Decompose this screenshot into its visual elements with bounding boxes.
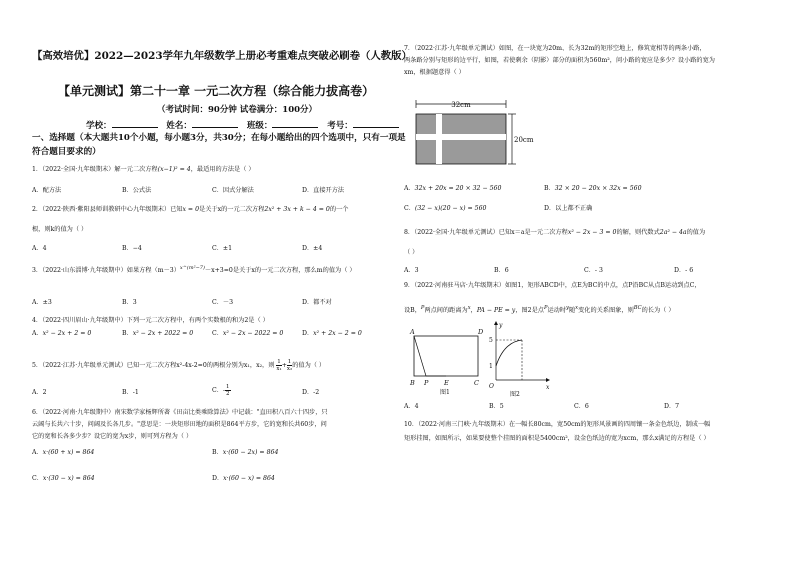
option-letter: C． — [32, 475, 43, 482]
question-text: 设B， — [404, 307, 421, 315]
question-text: 8．（2022·全国·九年级单元测试）已知x＝a是一元二次方程 — [404, 229, 568, 236]
option-text: 以上都不正确 — [555, 205, 593, 212]
q9-figure-1 — [406, 322, 486, 398]
question-7-line-3: xm，根据题意得（ ） — [404, 69, 465, 76]
option-equation: 32x + 20x = 20 × 32 − 560 — [414, 185, 502, 192]
equation: PA − PE = y — [476, 307, 516, 315]
q9-option-d[interactable]: D．7 — [664, 403, 680, 410]
school-field[interactable] — [112, 120, 158, 128]
q1-option-d[interactable]: D．直接开方法 — [302, 187, 345, 194]
number-field[interactable] — [353, 120, 399, 128]
q5-option-b[interactable]: B．-1 — [122, 389, 139, 396]
number-label: 考号： — [327, 121, 353, 131]
q8-option-a[interactable]: A．3 — [404, 267, 419, 274]
question-text: 2．（2022·陕西·紫阳县师训教研中心九年级期末）已知 — [32, 206, 183, 213]
fig1-caption: 图1 — [440, 389, 450, 396]
fig1-point-a: A — [410, 328, 415, 336]
option-letter: B． — [544, 185, 555, 192]
option-letter: B． — [212, 449, 223, 456]
question-text: 1．（2022·全国·九年级期末）解一元二次方程 — [32, 166, 158, 173]
q9-option-b[interactable]: B．5 — [489, 403, 504, 410]
q7-option-a[interactable] — [404, 183, 501, 192]
q4-option-a[interactable] — [32, 328, 91, 337]
question-7-line-2: 两条路分别与矩形的边平行，如图，若使剩余（阴影）部分的面积为560m²，问小路的宽应是多少？设小路的宽为 — [404, 57, 715, 64]
option-equation: x² − 2x − 2022 = 0 — [222, 330, 284, 337]
question-text: －x+3=0是关于x的一元二次方程，那么m的值为（ ） — [204, 267, 356, 275]
fig2-curve — [496, 340, 522, 366]
q6-option-a[interactable] — [32, 447, 94, 456]
question-text: 变化的关系图象，则 — [578, 307, 634, 315]
q9-figure-2 — [486, 320, 552, 398]
question-text: ，最适用的方法是（ ） — [190, 166, 255, 173]
q7-height-label: 20cm — [514, 136, 534, 144]
class-label: 班级： — [246, 121, 273, 131]
question-8-cont: （ ） — [404, 249, 419, 256]
fig2-tick-1: 1 — [489, 363, 493, 370]
school-label: 学校： — [86, 121, 112, 131]
option-equation: 32 × 20 − 20x × 32x = 560 — [554, 185, 642, 192]
q6-option-d[interactable] — [212, 473, 275, 482]
question-text: 两点间的距离为 — [424, 307, 468, 315]
q4-option-d[interactable] — [302, 328, 362, 337]
q6-option-b[interactable] — [212, 447, 278, 456]
equation: x² − 2x − 3 = 0 — [567, 229, 617, 236]
question-2 — [32, 205, 348, 215]
option-text: C．- — [212, 387, 226, 394]
q1-option-c[interactable]: C．因式分解法 — [212, 187, 254, 194]
option-equation: x² − 2x + 2 = 0 — [42, 330, 92, 337]
option-equation: x·(60 − 2x) = 864 — [222, 449, 279, 456]
option-equation: x·(60 + x) = 864 — [42, 449, 95, 456]
option-equation: x² + 2x − 2 = 0 — [313, 330, 362, 337]
option-letter: A． — [32, 330, 43, 337]
question-text: 的值为 — [686, 229, 706, 236]
q2-option-a[interactable]: A．4 — [32, 245, 47, 252]
q8-option-c[interactable]: C．- 3 — [584, 267, 603, 274]
fig1-point-p: P — [424, 379, 429, 387]
var-x: x — [575, 305, 579, 311]
q2-option-c[interactable]: C．±1 — [212, 245, 233, 252]
student-info-line — [86, 119, 399, 131]
denominator: x₁ — [276, 366, 282, 372]
fig2-tick-5: 5 — [489, 337, 493, 344]
fig2-x-label: x — [546, 384, 550, 391]
exam-meta: （考试时间：90分钟 试卷满分：100分） — [157, 105, 318, 115]
option-letter: D． — [302, 330, 314, 337]
var-p: P — [420, 305, 425, 311]
question-5: 5．（2022·江苏·九年级单元测试）已知一元二次方程x²-4x-2=0的两根分别为x₁，x₂，则 $\frac{1}{\text{x₁}}+\frac{1}{\text{x₂}}$的值为（ ） — [32, 359, 326, 372]
q8-option-d[interactable]: D．- 6 — [674, 267, 694, 274]
question-7-line-1: 7．（2022·江苏·九年级单元测试）如图，在一块宽为20m、长为32m的矩形空地上，修筑宽相等的两条小路， — [404, 45, 706, 52]
question-6-line-1: 6．（2022·河南·九年级期中）南宋数学家杨辉所著《田亩比类乘除算法》中记载："直田积八百六十四步，只 — [32, 409, 328, 416]
q3-option-a[interactable]: A．±3 — [32, 299, 52, 306]
paper-header: 【高效培优】2022—2023学年九年级数学上册必考重难点突破必刷卷（人教版） — [32, 50, 412, 62]
fraction-expression — [225, 384, 231, 397]
numerator: 1 — [277, 359, 281, 365]
denominator: 2 — [226, 391, 230, 397]
q7-option-d[interactable] — [544, 203, 592, 212]
option-letter: B． — [122, 330, 133, 337]
question-text: 的一个 — [329, 206, 349, 213]
question-2-cont: 根，则k的值为（ ） — [32, 226, 88, 233]
exponent: x^(m²−7) — [179, 265, 205, 271]
numerator: 1 — [226, 384, 230, 390]
q3-option-c[interactable]: C．－3 — [212, 299, 234, 306]
option-equation: (32 − x)(20 − x) = 560 — [414, 205, 487, 212]
numerator: 1 — [287, 359, 292, 365]
fig1-point-d: D — [478, 328, 484, 336]
fig1-point-c: C — [474, 379, 479, 387]
class-field[interactable] — [272, 120, 318, 128]
question-1 — [32, 165, 255, 175]
q7-option-b[interactable] — [544, 183, 642, 192]
fig2-caption: 图2 — [510, 391, 520, 398]
question-6-line-2: 云阔与长共六十步，问阔及长各几步。"意思是：一块矩形田地的面积是864平方步，它的宽和长共60步，问 — [32, 421, 327, 428]
q7-horizontal-road — [416, 134, 506, 140]
fraction-expression — [276, 359, 281, 372]
question-9-line-1: 9．（2022·河南驻马店·九年级期末）如图1，矩形ABCD中，点E为BC的中点，点P沿BC从点B运动到点C， — [404, 282, 701, 289]
question-text: 运动时 — [547, 307, 567, 315]
question-text: 的值为（ ） — [292, 362, 326, 369]
question-text: 是关于x的一元二次方程 — [199, 206, 265, 213]
fig1-point-e: E — [444, 379, 449, 387]
option-equation: x² − 2x + 2022 = 0 — [132, 330, 194, 337]
name-field[interactable] — [192, 120, 238, 128]
equation: 2a² − 4a — [659, 229, 687, 236]
q5-option-c[interactable] — [212, 384, 231, 397]
question-10-line-1: 10．（2022·河南三门峡·九年级期末）在一幅长80cm，宽50cm的矩形风景画的四周镶一条金色纸边，制成一幅 — [404, 421, 711, 428]
q9-option-a[interactable]: A．4 — [404, 403, 419, 410]
q3-option-b[interactable]: B．3 — [122, 299, 137, 306]
q2-option-d[interactable]: D．±4 — [302, 245, 323, 252]
equation: 2x² + 3x + k − 4 = 0 — [264, 206, 330, 213]
option-letter: A． — [404, 185, 415, 192]
q7-option-c[interactable] — [404, 203, 486, 212]
equation: (x−1)² = 4 — [157, 166, 191, 173]
var-x: x — [467, 305, 471, 311]
question-6-line-3: 它的宽和长各多少步？设它的宽为x步，则可列方程为（ ） — [32, 433, 193, 440]
question-10-line-2: 矩形挂图，如图所示，如果要使整个挂图的面积是5400cm²，设金色纸边的宽为xcm，那么x满足的方程是（ ） — [404, 435, 710, 442]
q2-option-b[interactable]: B．−4 — [122, 245, 142, 252]
question-text: 随 — [568, 307, 576, 315]
question-9-line-2 — [404, 304, 675, 316]
option-letter: A． — [32, 449, 43, 456]
section-instructions: 一、选择题（本大题共10个小题，每小题3分，共30分；在每小题给出的四个选项中，只有一项是符合题目要求的） — [32, 133, 406, 157]
option-letter: C． — [404, 205, 415, 212]
question-8 — [404, 228, 705, 238]
option-letter: D． — [544, 205, 556, 212]
q4-option-c[interactable] — [212, 328, 283, 337]
question-4: 4．（2022·四川眉山·九年级期中）下列一元二次方程中，有两个实数根的和为2是（ ） — [32, 317, 269, 324]
question-text: 5．（2022·江苏·九年级单元测试）已知一元二次方程x²-4x-2=0的两根分别为x₁，x₂，则 — [32, 362, 275, 369]
var-bc: BC — [633, 305, 642, 311]
fig2-origin: O — [489, 383, 494, 390]
q7-figure — [408, 96, 538, 176]
q8-option-b[interactable]: B．6 — [494, 267, 509, 274]
paper-title: 【单元测试】第二十一章 一元二次方程（综合能力拔高卷） — [58, 84, 375, 98]
fig1-rectangle — [414, 336, 478, 376]
q1-option-a[interactable]: A．配方法 — [32, 187, 62, 194]
fig1-point-b: B — [410, 379, 415, 387]
equation: x = 0 — [182, 206, 200, 213]
q5-option-d[interactable]: D．-2 — [302, 389, 320, 396]
q5-option-a[interactable]: A．2 — [32, 389, 47, 396]
q9-option-c[interactable]: C．6 — [574, 403, 589, 410]
denominator: x₂ — [286, 366, 293, 372]
var-p: P — [544, 305, 548, 311]
fig2-y-label: y — [499, 322, 503, 329]
question-text: ，图2是点 — [515, 307, 544, 315]
q4-option-b[interactable] — [122, 328, 193, 337]
name-label: 姓名： — [166, 121, 192, 131]
question-3 — [32, 264, 356, 276]
question-text: 的解，则代数式 — [616, 229, 660, 236]
var-y: y — [566, 305, 569, 311]
option-letter: C． — [212, 330, 223, 337]
question-text: 3．（2022·山东淄博·九年级期中）如果方程（m－3） — [32, 267, 180, 275]
q7-width-label: 32cm — [451, 101, 471, 109]
q3-option-d[interactable]: D．都不对 — [302, 299, 332, 306]
question-text: ， — [470, 307, 477, 315]
option-equation: x·(30 − x) = 864 — [42, 475, 95, 482]
option-letter: D． — [212, 475, 224, 482]
option-equation: x·(60 − x) = 864 — [223, 475, 275, 482]
q1-option-b[interactable]: B．公式法 — [122, 187, 152, 194]
question-text: 的长为（ ） — [641, 307, 675, 315]
q6-option-c[interactable] — [32, 473, 95, 482]
